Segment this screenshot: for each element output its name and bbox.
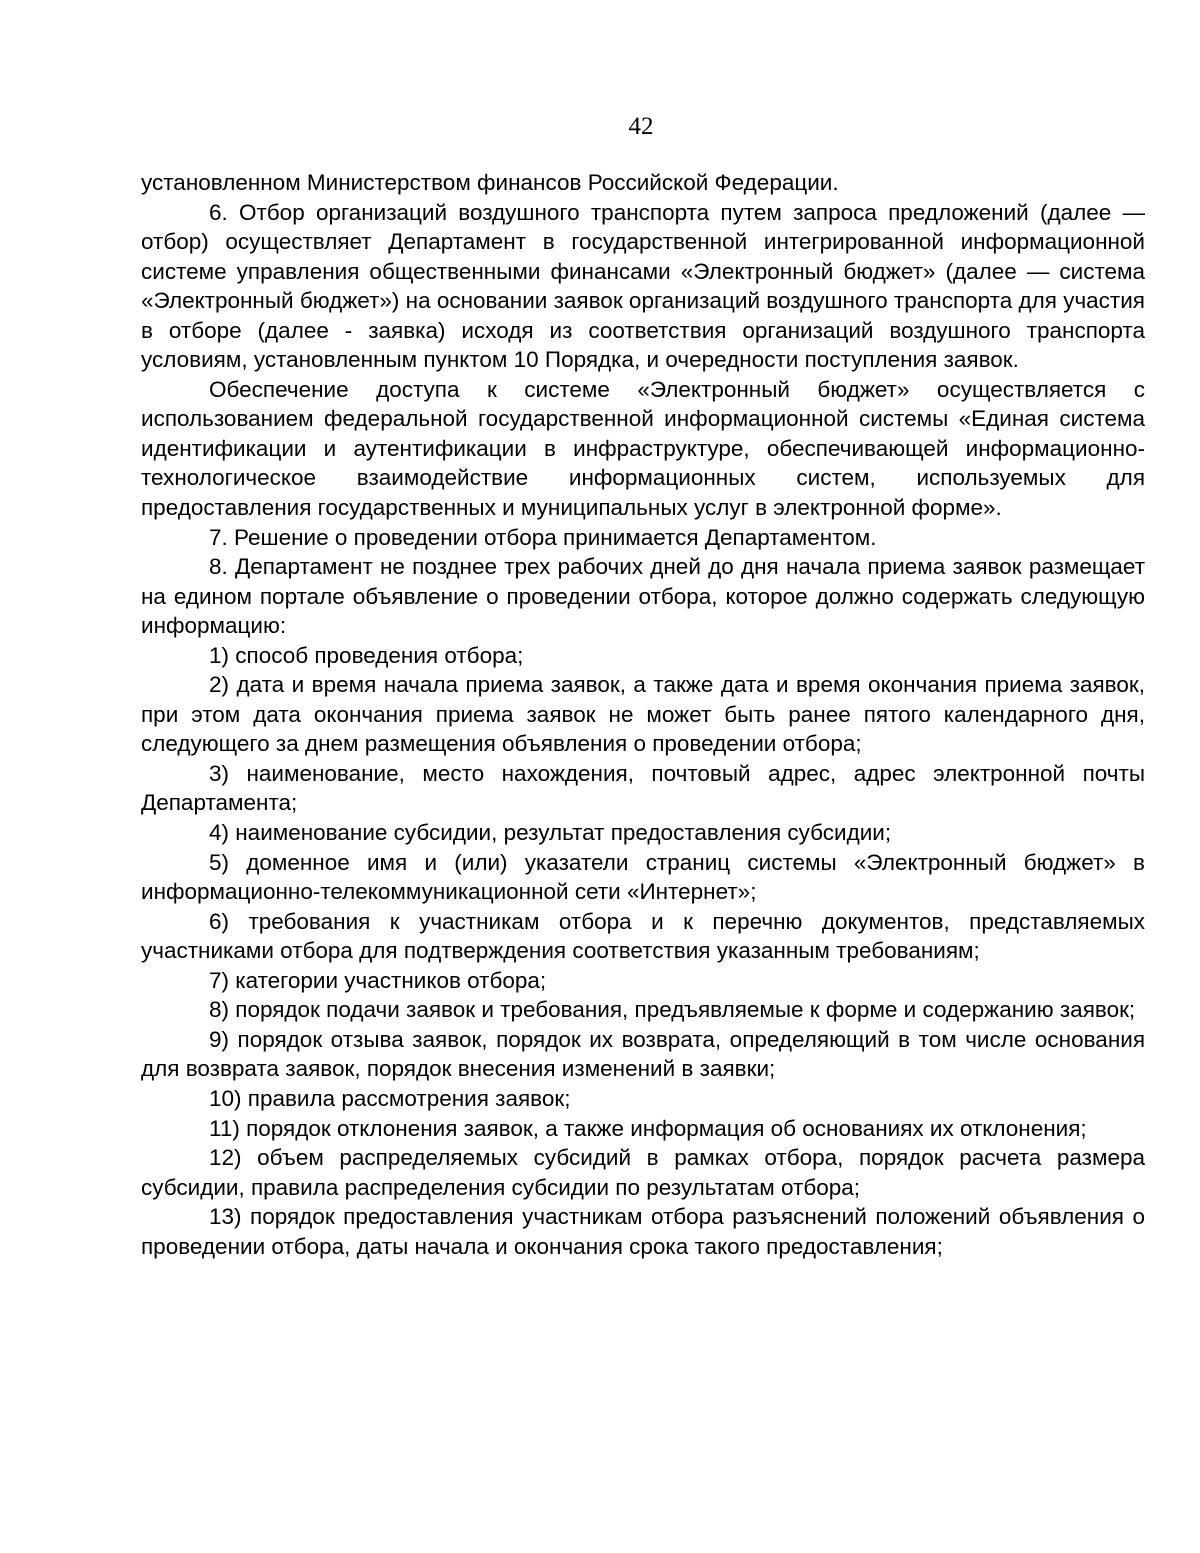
list-item-4: 4) наименование субсидии, результат предоставления субсидии; <box>209 820 892 846</box>
document-body <box>141 168 1145 1261</box>
paragraph-continuation: установленном Министерством финансов Российской Федерации. <box>141 170 839 195</box>
list-item-9: 9) порядок отзыва заявок, порядок их возврата, определяющий в том числе основания для возврата заявок, порядок внесения изменений в заявки; <box>141 1026 1145 1082</box>
list-item-12: 12) объем распределяемых субсидий в рамках отбора, порядок расчета размера субсидии, правила распределения субсидии по результатам отбора; <box>141 1145 1145 1200</box>
list-item-11: 11) порядок отклонения заявок, а также информация об основаниях их отклонения; <box>209 1115 1087 1141</box>
list-item-2: 2) дата и время начала приема заявок, а также дата и время окончания приема заявок, при этом дата окончания приема заявок не может быть ранее пятого календарного дня, следующего за днем размещения объявления о проведении отбора; <box>141 672 1145 757</box>
list-item-5: 5) доменное имя и (или) указатели страниц системы «Электронный бюджет» в информационно-телекоммуникационной сети «Интернет»; <box>141 849 1145 905</box>
paragraph-item-8: 8. Департамент не позднее трех рабочих дней до дня начала приема заявок размещает на едином портале объявление о проведении отбора, которое должно содержать следующую информацию: <box>141 554 1145 639</box>
paragraph-access: Обеспечение доступа к системе «Электронный бюджет» осуществляется с использованием федеральной государственной информационной системы «Единая система идентификации и аутентификации в инфраструктуре, обеспечивающей информационно-технологическое взаимодействие информационных систем, используемых для предоставления государственных и муниципальных услуг в электронной форме». <box>141 376 1145 521</box>
list-item-1: 1) способ проведения отбора; <box>209 642 524 668</box>
paragraph-item-7: 7. Решение о проведении отбора принимается Департаментом. <box>209 524 877 550</box>
paragraph-item-6: 6. Отбор организаций воздушного транспорта путем запроса предложений (далее — отбор) осуществляет Департамент в государственной интегрированной информационной системе управления общественными финансами «Электронный бюджет» (далее — система «Электронный бюджет») на основании заявок организаций воздушного транспорта для участия в отборе (далее - заявка) исходя из соответствия организаций воздушного транспорта условиям, установленным пунктом 10 Порядка, и очередности поступления заявок. <box>141 199 1145 373</box>
list-item-8: 8) порядок подачи заявок и требования, предъявляемые к форме и содержанию заявок; <box>209 997 1136 1023</box>
list-item-6: 6) требования к участникам отбора и к перечню документов, представляемых участниками отбора для подтверждения соответствия указанным требованиям; <box>141 908 1145 964</box>
list-item-10: 10) правила рассмотрения заявок; <box>209 1085 571 1111</box>
list-item-3: 3) наименование, место нахождения, почтовый адрес, адрес электронной почты Департамента; <box>141 760 1145 816</box>
page-number: 42 <box>628 113 654 140</box>
list-item-7: 7) категории участников отбора; <box>209 967 547 993</box>
list-item-13: 13) порядок предоставления участникам отбора разъяснений положений объявления о проведении отбора, даты начала и окончания срока такого предоставления; <box>141 1204 1145 1259</box>
